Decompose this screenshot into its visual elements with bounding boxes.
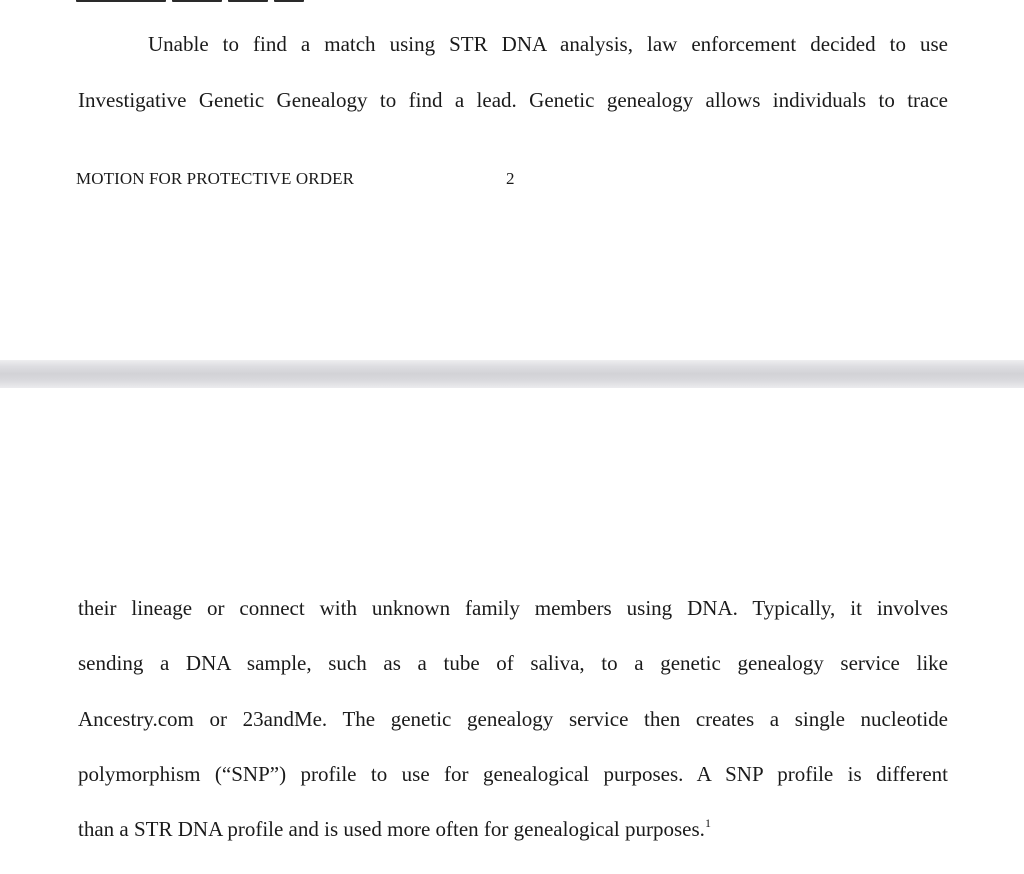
- page-footer-title: MOTION FOR PROTECTIVE ORDER: [76, 169, 355, 188]
- cropped-text-line-bottom: [150, 866, 550, 874]
- paragraph-line-3: their lineage or connect with unknown family members using DNA. Typically, it involves: [78, 596, 948, 620]
- document-page-top: [0, 0, 1024, 360]
- paragraph-line-7: [78, 814, 711, 844]
- paragraph-line-7-text: than a STR DNA profile and is used more often for genealogical purposes.: [78, 817, 705, 841]
- paragraph-line-4: sending a DNA sample, such as a tube of saliva, to a genetic genealogy service like: [78, 651, 948, 675]
- document-page-bottom: [0, 388, 1024, 874]
- page-separator: [0, 360, 1024, 388]
- paragraph-line-1: Unable to find a match using STR DNA analysis, law enforcement decided to use: [148, 32, 948, 56]
- cropped-text-line: [76, 0, 326, 2]
- paragraph-line-6: polymorphism (“SNP”) profile to use for genealogical purposes. A SNP profile is different: [78, 762, 948, 786]
- paragraph-line-5: Ancestry.com or 23andMe. The genetic genealogy service then creates a single nucleotide: [78, 707, 948, 731]
- page-number: 2: [506, 169, 515, 188]
- paragraph-line-2: Investigative Genetic Genealogy to find a lead. Genetic genealogy allows individuals to trace: [78, 88, 948, 112]
- footnote-marker[interactable]: 1: [704, 816, 711, 830]
